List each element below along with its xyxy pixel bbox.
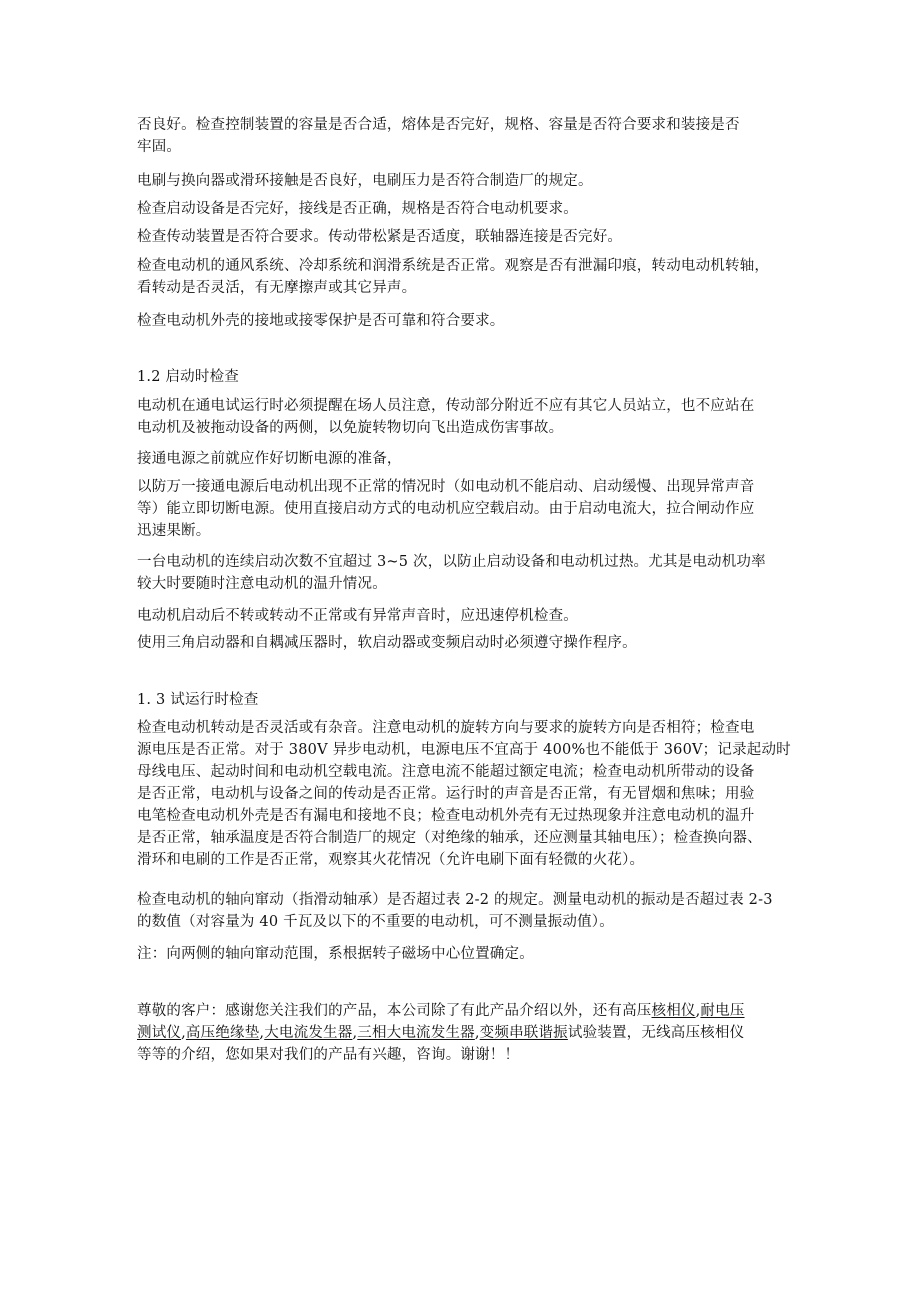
link-phase-checker[interactable]: 核相仪	[651, 1003, 696, 1019]
link-high-current-generator[interactable]: 大电流发生器	[264, 1025, 353, 1041]
intro-paragraph-6: 检查电动机外壳的接地或接零保护是否可靠和符合要求。	[137, 313, 505, 329]
intro-paragraph-4: 检查传动装置是否符合要求。传动带松紧是否适度，联轴器连接是否完好。	[137, 229, 623, 245]
section-heading-run-check: 1. 3 试运行时检查	[137, 692, 259, 708]
run-paragraph-2: 检查电动机的轴向窜动（指滑动轴承）是否超过表 2-2 的规定。测量电动机的振动是否超过表 2-3 的数值（对容量为 40 千瓦及以下的不重要的电动机，可不测量振动值）。	[137, 892, 773, 930]
intro-paragraph-3: 检查启动设备是否完好，接线是否正确，规格是否符合电动机要求。	[137, 201, 578, 217]
closing-paragraph	[137, 1000, 797, 1066]
run-note: 注：向两侧的轴向窜动范围，系根据转子磁场中心位置确定。	[137, 946, 534, 962]
link-insulation-mat[interactable]: 高压绝缘垫	[185, 1025, 260, 1041]
closing-line-2: 测试仪,高压绝缘垫,大电流发生器,三相大电流发生器,变频串联谐振试验装置，无线高压核相仪	[137, 1025, 745, 1041]
intro-paragraph-2: 电刷与换向器或滑环接触是否良好，电刷压力是否符合制造厂的规定。	[137, 173, 593, 189]
link-withstand-voltage-tester[interactable]: 耐电压	[700, 1003, 745, 1019]
link-three-phase-current-generator[interactable]: 三相大电流发生器	[357, 1025, 475, 1041]
start-paragraph-6: 使用三角启动器和自耦减压器时，软启动器或变频启动时必须遵守操作程序。	[137, 635, 637, 651]
closing-line-1: 尊敬的客户：感谢您关注我们的产品，本公司除了有此产品介绍以外，还有高压核相仪,耐电压	[137, 1003, 745, 1019]
start-paragraph-4: 一台电动机的连续启动次数不宜超过 3~5 次，以防止启动设备和电动机过热。尤其是电动机功率 较大时要随时注意电动机的温升情况。	[137, 554, 766, 592]
closing-line-3: 等等的介绍，您如果对我们的产品有兴趣，咨询。谢谢！！	[137, 1047, 520, 1063]
link-withstand-voltage-tester-cont[interactable]: 测试仪	[137, 1025, 182, 1041]
run-paragraph-1: 检查电动机转动是否灵活或有杂音。注意电动机的旋转方向与要求的旋转方向是否相符；检查电 源电压是否正常。对于 380V 异步电动机，电源电压不宜高于 400%也不能低于 360V；记录起动时 母线电压、起动时间和电动机空载电流。注意电流不能超过额定电流；检查电动机所带动的设备 是否正常，电动机与设备之间的传动是否正常。运行时的声音是否正常，有无冒烟和焦味；用验 电笔检查电动机外壳是否有漏电和接地不良；检查电动机外壳有无过热现象并注意电动机的温升 是否正常，轴承温度是否符合制造厂的规定（对绝缘的轴承，还应测量其轴电压）；检查换向器、 滑环和电刷的工作是否正常，观察其火花情况（允许电刷下面有轻微的火花）。	[137, 720, 791, 868]
start-paragraph-3: 以防万一接通电源后电动机出现不正常的情况时（如电动机不能启动、启动缓慢、出现异常声音 等）能立即切断电源。使用直接启动方式的电动机应空载启动。由于启动电流大，拉合闸动作应 迅速果断。	[137, 479, 755, 539]
start-paragraph-5: 电动机启动后不转或转动不正常或有异常声音时，应迅速停机检查。	[137, 608, 578, 624]
link-series-resonance[interactable]: 变频串联谐振	[479, 1025, 568, 1041]
section-heading-start-check: 1.2 启动时检查	[137, 369, 239, 385]
intro-paragraph-5: 检查电动机的通风系统、冷却系统和润滑系统是否正常。观察是否有泄漏印痕，转动电动机转轴， 看转动是否灵活，有无摩擦声或其它异声。	[137, 258, 770, 296]
start-paragraph-1: 电动机在通电试运行时必须提醒在场人员注意，传动部分附近不应有其它人员站立，也不应站在 电动机及被拖动设备的两侧，以免旋转物切向飞出造成伤害事故。	[137, 398, 755, 436]
start-paragraph-2: 接通电源之前就应作好切断电源的准备，	[137, 451, 402, 467]
intro-paragraph-1: 否良好。检查控制装置的容量是否合适，熔体是否完好，规格、容量是否符合要求和装接是否 牢固。	[137, 117, 740, 155]
